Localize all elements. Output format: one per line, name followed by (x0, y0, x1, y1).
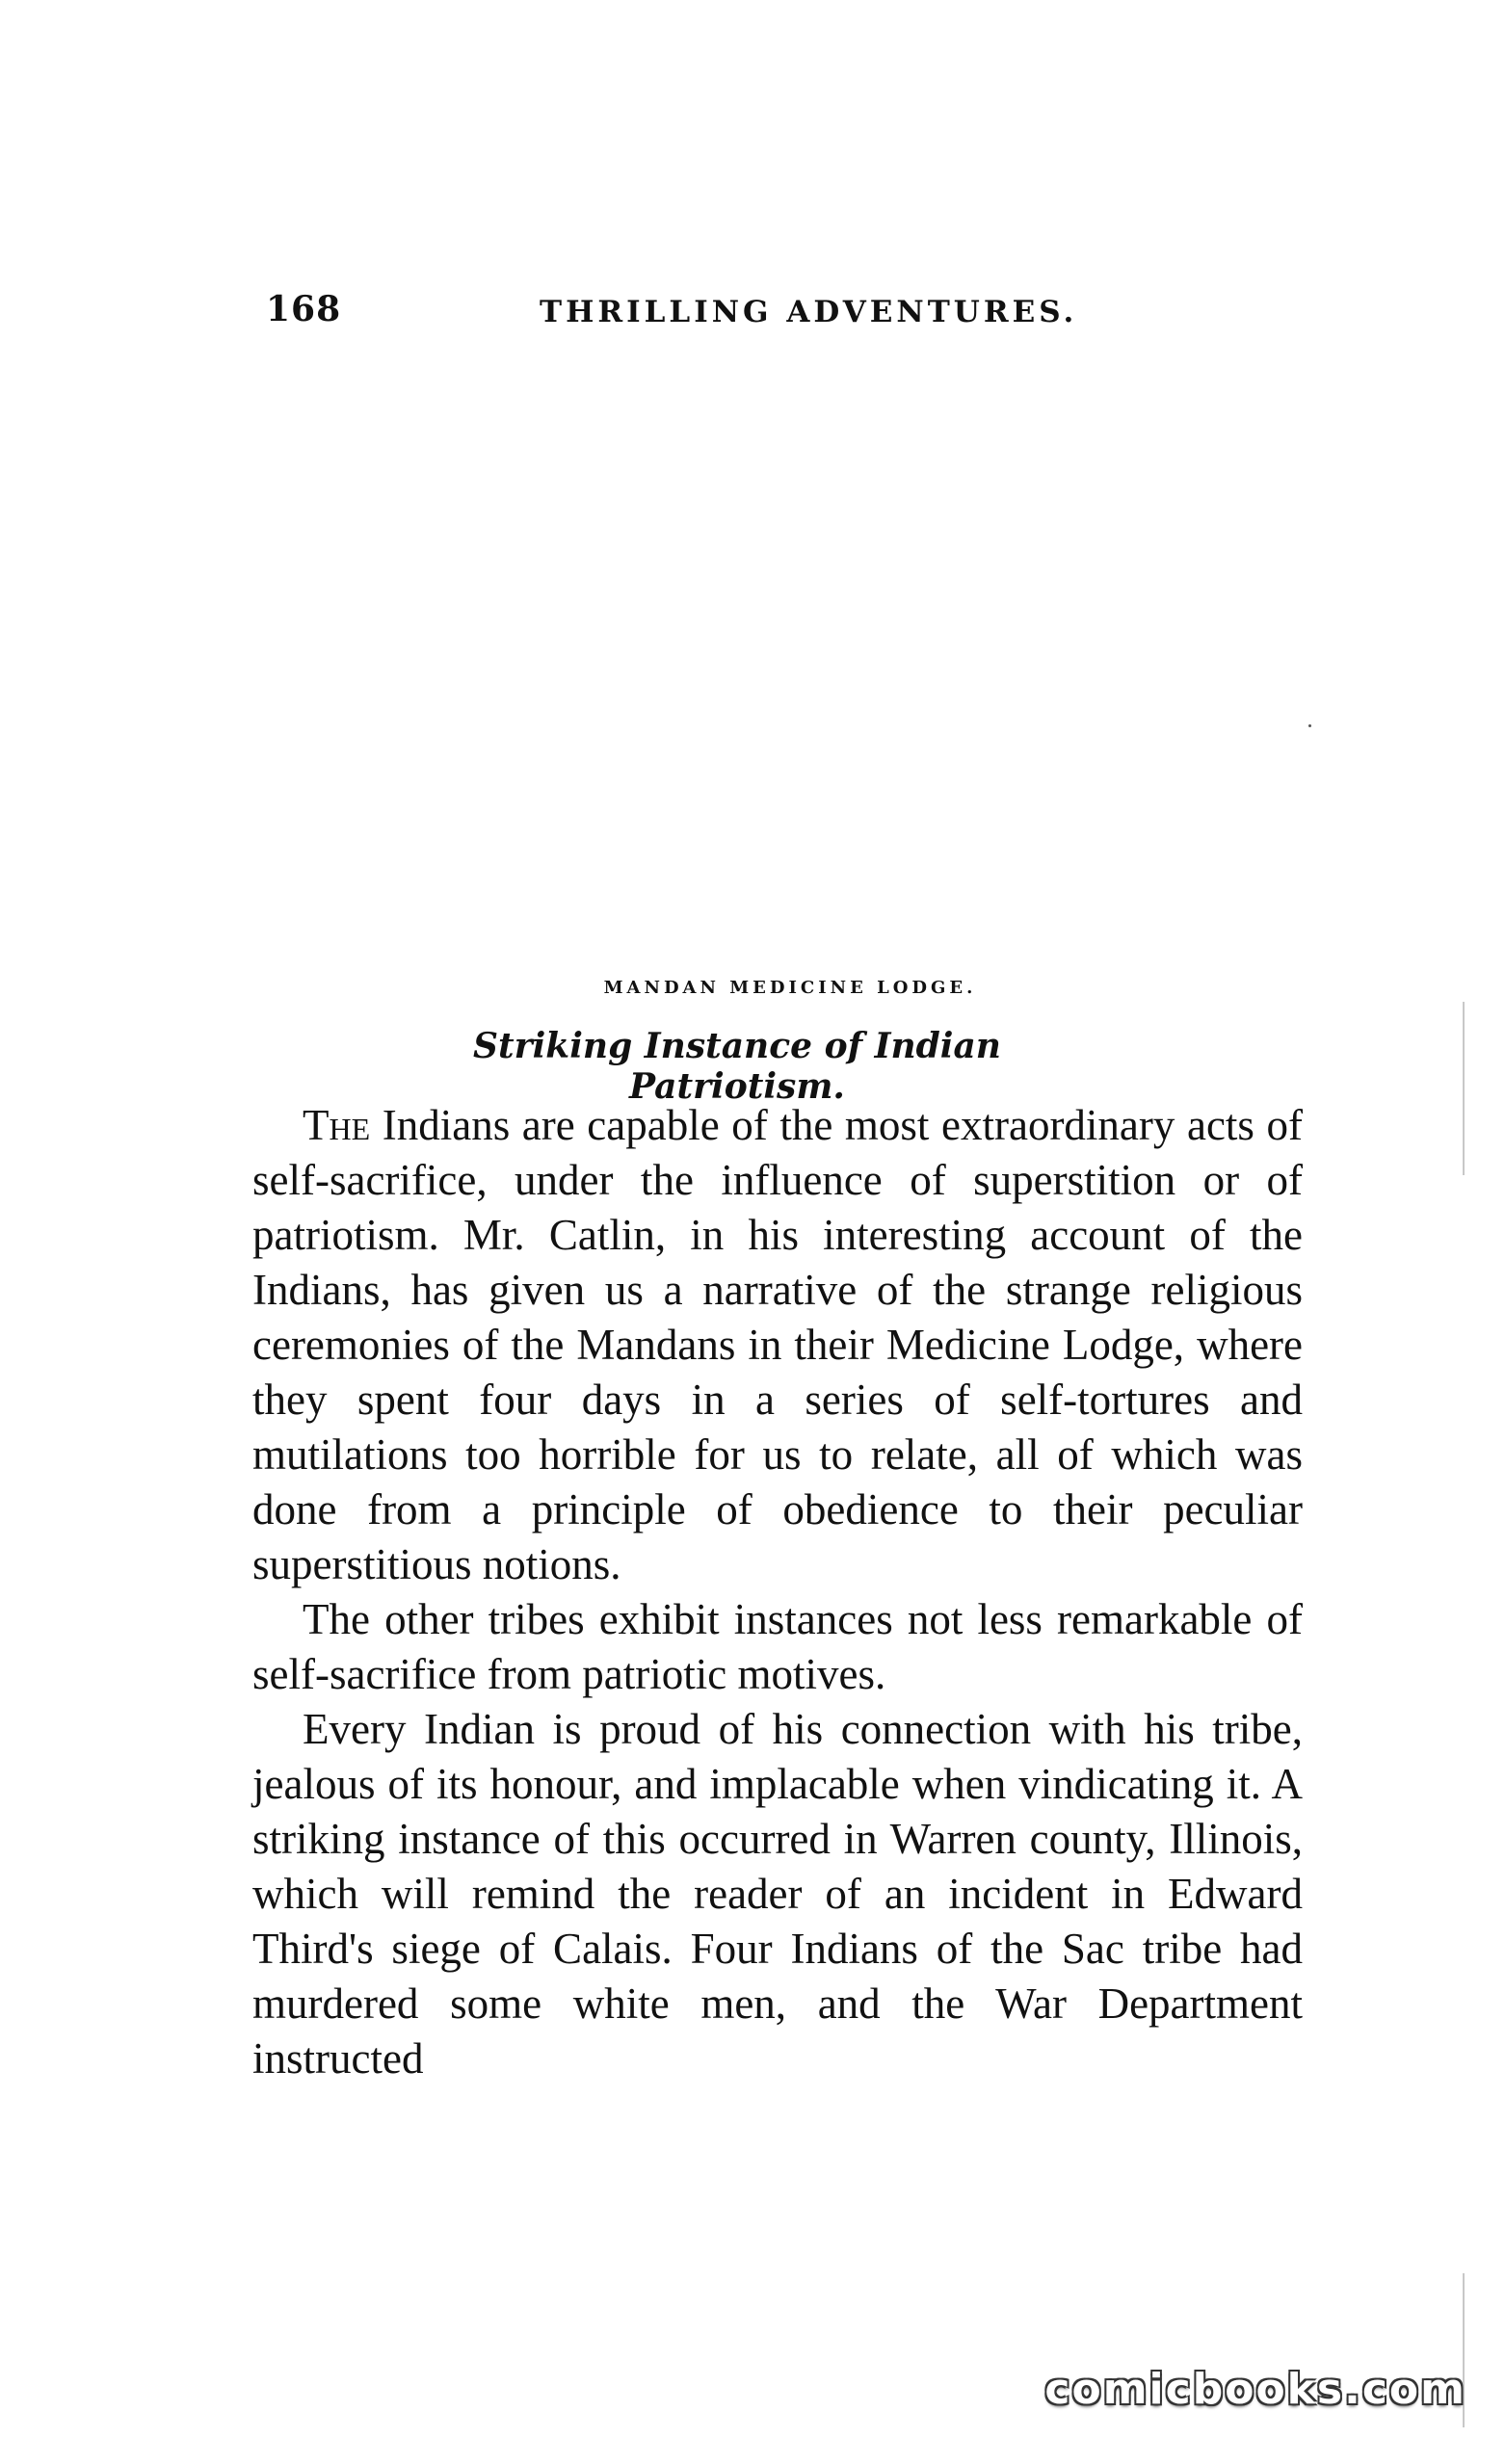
section-heading: Striking Instance of Indian Patriotism. (473, 1026, 1001, 1107)
body-text (252, 1098, 1303, 2086)
paragraph-2: The other tribes exhibit instances not less remarkable of self-sacrifice from patriotic motives. (252, 1595, 1303, 1698)
page-number: 168 (266, 289, 342, 329)
paragraph-3: Every Indian is proud of his connection with his tribe, jealous of its honour, and implacable when vindicating it. A striking instance of this occurred in Warren county, Illinois, which will remind the reader of an incident in Edward Third's siege of Calais. Four Indians of the Sac tribe had murdered some white men, and the War Department instructed (252, 1705, 1303, 2083)
margin-mark (1463, 1002, 1465, 1175)
speck (1308, 724, 1311, 727)
watermark: comicbooks.com (1044, 2365, 1466, 2414)
illustration-caption: MANDAN MEDICINE LODGE. (603, 978, 977, 998)
paragraph-1-text: Indians are capable of the most extraordinary acts of self-sacrifice, under the influence of superstition or of patriotism. Mr. Catlin, in his interesting account of the Indians, has given us a narrative of the strange religious ceremonies of the Mandans in their Medicine Lodge, where they spent four days in a series of self-tortures and mutilations too horrible for us to relate, all of which was done from a principle of obedience to their peculiar superstitious notions. (252, 1101, 1303, 1588)
running-title: THRILLING ADVENTURES. (540, 295, 1078, 329)
lead-word: The (303, 1101, 371, 1149)
paragraph-1 (252, 1098, 1303, 1592)
